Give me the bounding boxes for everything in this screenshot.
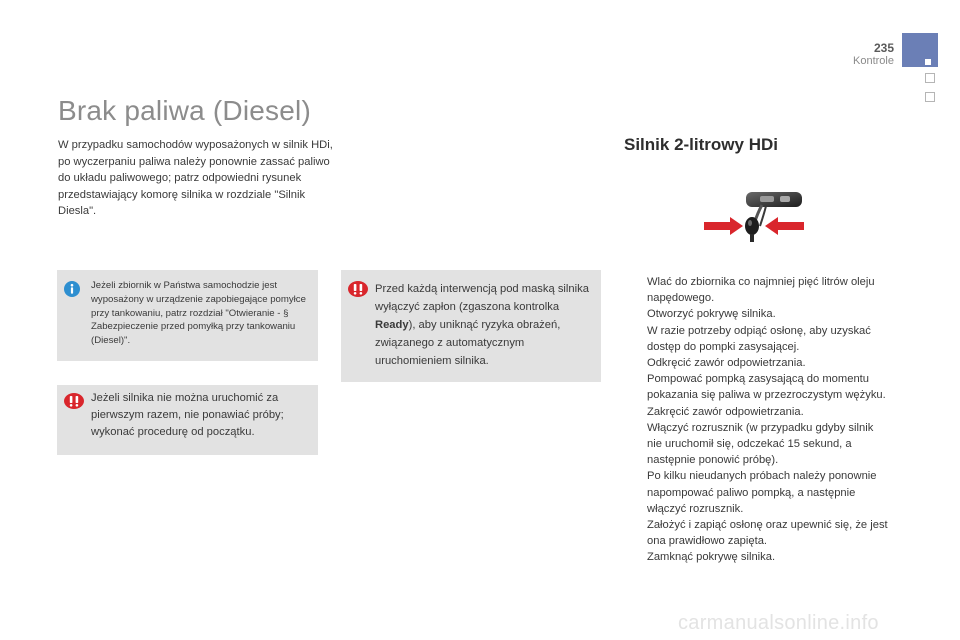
- procedure-step: [618, 549, 890, 565]
- procedure-step: [618, 517, 890, 549]
- info-notice-text: Jeżeli zbiornik w Państwa samochodzie jest wyposażony w urządzenie zapobiegające pomyłce przy tankowaniu, patrz rozdział "Otwieranie - § Zabezpieczenie przed pomyłką przy tankowaniu (Diesel)".: [91, 280, 306, 347]
- ready-indicator-label: Ready: [375, 319, 409, 331]
- chapter-tab[interactable]: [902, 33, 938, 67]
- warning-notice-restart-text: Jeżeli silnika nie można uruchomić za pierwszym razem, nie ponawiać próby; wykonać procedurę od początku.: [91, 392, 284, 438]
- section-title: Silnik 2-litrowy HDi: [624, 135, 778, 154]
- procedure-step: [618, 274, 890, 306]
- procedure-step-text: Zamknąć pokrywę silnika.: [647, 551, 776, 564]
- procedure-step: [618, 306, 890, 322]
- info-icon: [64, 281, 80, 297]
- warning-notice-engine: [341, 270, 601, 382]
- procedure-step-text: W razie potrzeby odpiąć osłonę, aby uzyskać dostęp do pompki zasysającej.: [647, 324, 871, 353]
- procedure-step: [618, 323, 890, 355]
- procedure-step: [618, 371, 890, 403]
- priming-bulb: [745, 217, 759, 235]
- warning-icon: [348, 281, 368, 297]
- procedure-step-text: Po kilku nieudanych próbach należy ponownie napompować paliwo pompką, a następnie włączyć rozrusznik.: [647, 470, 877, 515]
- procedure-step: [618, 468, 890, 517]
- procedure-step-text: Odkręcić zawór odpowietrzania.: [647, 357, 806, 370]
- arrow-right-icon: [765, 217, 804, 235]
- arrow-left-icon: [704, 217, 743, 235]
- section-name: Kontrole: [853, 55, 894, 67]
- procedure-step-text: Wlać do zbiornika co najmniej pięć litrów oleju napędowego.: [647, 276, 875, 305]
- chapter-tab-next[interactable]: [925, 73, 935, 83]
- warning-notice-restart: [57, 385, 318, 455]
- procedure-step: [618, 355, 890, 371]
- warning-notice-engine-text: [375, 280, 597, 370]
- info-notice: [57, 270, 318, 361]
- intro-paragraph: W przypadku samochodów wyposażonych w silnik HDi, po wyczerpaniu paliwa należy ponownie zassać paliwo do układu paliwowego; patrz odpowiedni rysunek przedstawiający komorę silnika w rozdziale "Silnik Diesla".: [58, 139, 333, 217]
- procedure-step: [618, 404, 890, 420]
- chapter-tab-next-2[interactable]: [925, 92, 935, 102]
- page-number: 235: [873, 41, 894, 55]
- priming-pump-illustration: [700, 188, 810, 248]
- procedure-step: [618, 420, 890, 469]
- procedure-steps: [618, 274, 890, 566]
- chapter-tab-marker: [925, 59, 931, 65]
- page-title: Brak paliwa (Diesel): [58, 95, 311, 126]
- warning-icon: [64, 393, 84, 409]
- procedure-step-text: Założyć i zapiąć osłonę oraz upewnić się, że jest ona prawidłowo zapięta.: [647, 519, 888, 548]
- procedure-step-text: Włączyć rozrusznik (w przypadku gdyby silnik nie uruchomił się, odczekać 15 sekund, a następnie ponowić próbę).: [647, 421, 874, 467]
- filter-cap-2: [780, 196, 790, 202]
- filter-cap: [760, 196, 774, 202]
- warning-engine-text-before: Przed każdą interwencją pod maską silnika wyłączyć zapłon (zgaszona kontrolka: [375, 283, 589, 313]
- warning-engine-text-after: ), aby uniknąć ryzyka obrażeń, związanego z automatycznym uruchomieniem silnika.: [375, 319, 561, 367]
- procedure-step-text: Pompować pompką zasysającą do momentu pokazania się paliwa w przezroczystym wężyku.: [647, 373, 886, 402]
- bulb-outlet: [750, 234, 754, 242]
- procedure-step-text: Otworzyć pokrywę silnika.: [647, 308, 776, 321]
- priming-bulb-highlight: [748, 220, 752, 226]
- procedure-step-text: Zakręcić zawór odpowietrzania.: [647, 405, 804, 418]
- watermark: carmanualsonline.info: [678, 612, 879, 634]
